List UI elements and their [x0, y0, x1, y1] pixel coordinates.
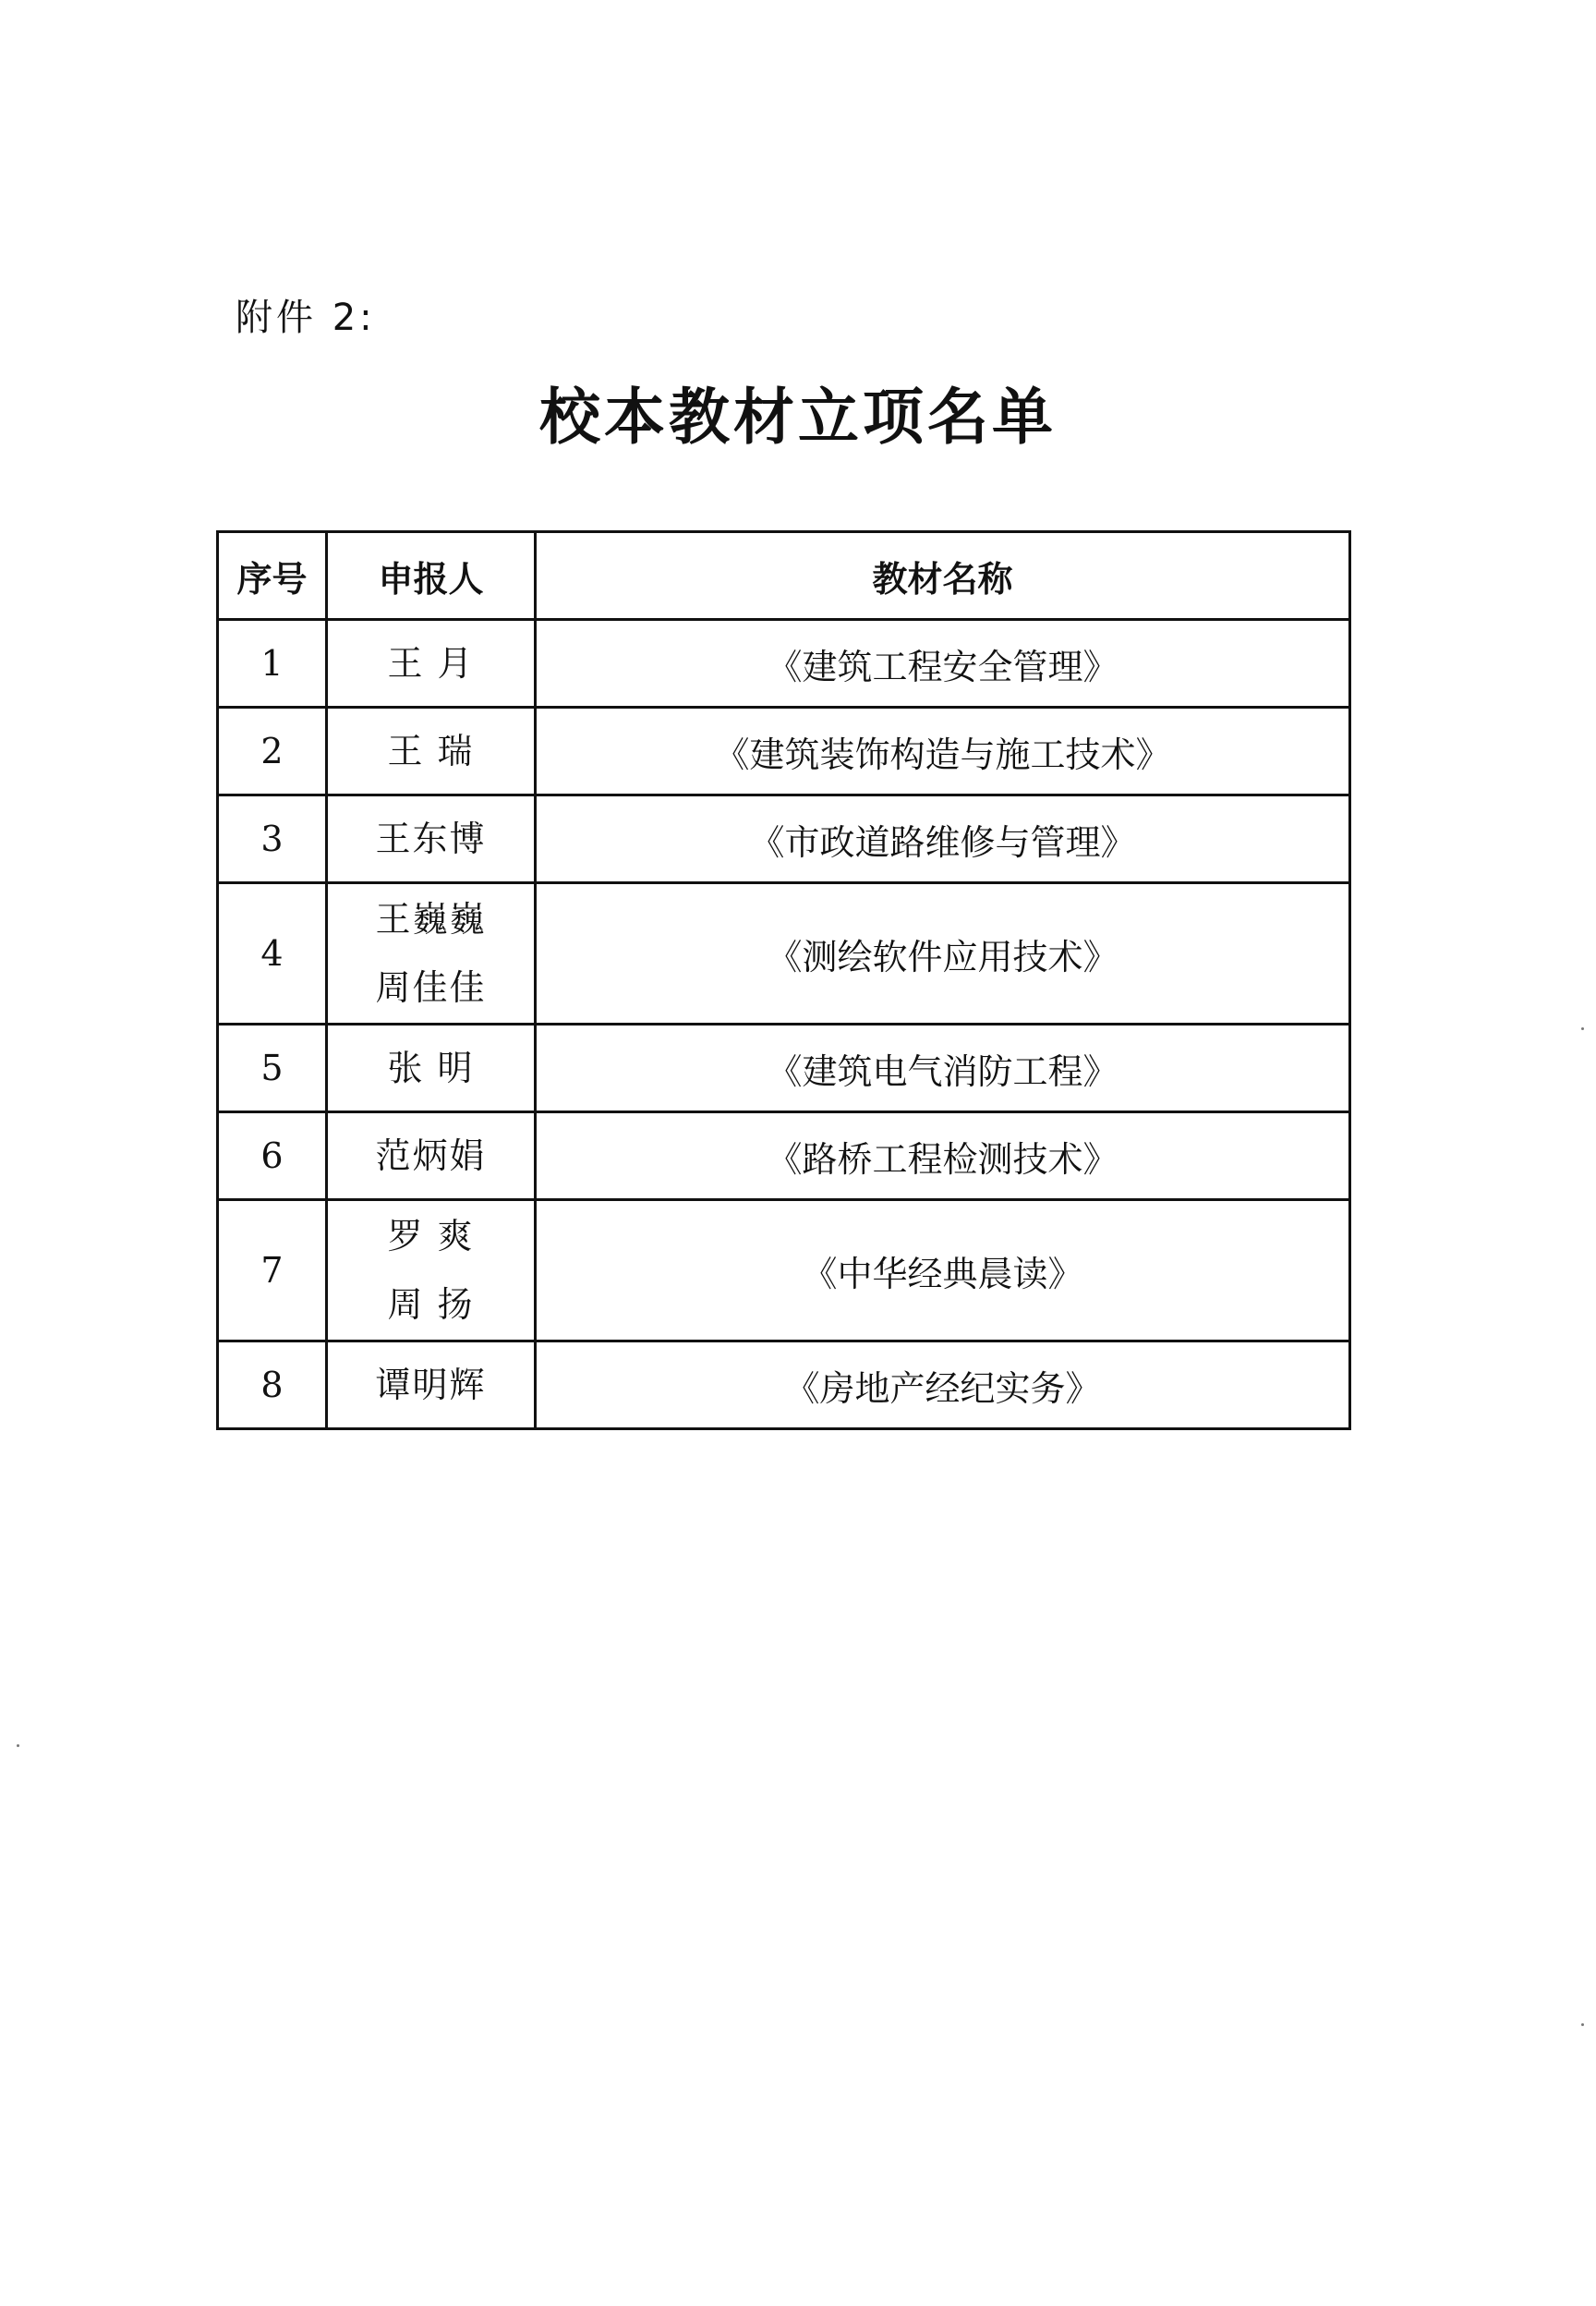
table-row: [218, 708, 1350, 795]
table-row: [218, 883, 1350, 1025]
applicant-name: 周 扬: [387, 1284, 475, 1325]
applicant-cell: [327, 1025, 536, 1112]
applicant-cell: [327, 708, 536, 795]
applicant-name: 谭明辉: [375, 1365, 487, 1405]
applicant-cell: [327, 620, 536, 708]
table-row: [218, 620, 1350, 708]
scan-speck: [1581, 2023, 1584, 2026]
table-row: [218, 1341, 1350, 1429]
scan-speck: [1581, 1027, 1584, 1030]
row-number: 7: [218, 1200, 327, 1341]
textbook-title: 《房地产经纪实务》: [536, 1341, 1350, 1429]
attachment-label: 附件 2:: [236, 297, 376, 339]
applicant-cell: [327, 1341, 536, 1429]
scan-speck: [17, 1744, 19, 1747]
header-applicant: 申报人: [327, 532, 536, 620]
row-number: 4: [218, 883, 327, 1025]
applicant-name: 罗 爽: [387, 1216, 475, 1256]
applicant-name: 王东博: [375, 819, 487, 859]
applicant-name: 张 明: [387, 1048, 475, 1088]
applicant-name: 王 瑞: [387, 731, 475, 771]
row-number: 3: [218, 795, 327, 883]
applicant-name: 范炳娟: [375, 1135, 487, 1176]
header-serial: 序号: [218, 532, 327, 620]
applicant-name: 王 月: [387, 643, 475, 684]
row-number: 1: [218, 620, 327, 708]
table-row: [218, 795, 1350, 883]
row-number: 6: [218, 1112, 327, 1200]
table-row: [218, 1200, 1350, 1341]
applicant-name: 周佳佳: [375, 967, 487, 1008]
textbook-title: 《建筑装饰构造与施工技术》: [536, 708, 1350, 795]
textbook-title: 《建筑电气消防工程》: [536, 1025, 1350, 1112]
textbook-title: 《路桥工程检测技术》: [536, 1112, 1350, 1200]
textbook-title: 《测绘软件应用技术》: [536, 883, 1350, 1025]
textbook-title: 《市政道路维修与管理》: [536, 795, 1350, 883]
applicant-cell: [327, 1200, 536, 1341]
applicant-cell: [327, 883, 536, 1025]
applicant-cell: [327, 1112, 536, 1200]
page-title: 校本教材立项名单: [539, 382, 1057, 453]
project-list-table: [216, 530, 1351, 1430]
header-textbook-name: 教材名称: [536, 532, 1350, 620]
applicant-cell: [327, 795, 536, 883]
row-number: 5: [218, 1025, 327, 1112]
table-row: [218, 1112, 1350, 1200]
table-header-row: [218, 532, 1350, 620]
textbook-title: 《中华经典晨读》: [536, 1200, 1350, 1341]
row-number: 8: [218, 1341, 327, 1429]
table-row: [218, 1025, 1350, 1112]
row-number: 2: [218, 708, 327, 795]
textbook-title: 《建筑工程安全管理》: [536, 620, 1350, 708]
applicant-name: 王巍巍: [375, 899, 487, 940]
